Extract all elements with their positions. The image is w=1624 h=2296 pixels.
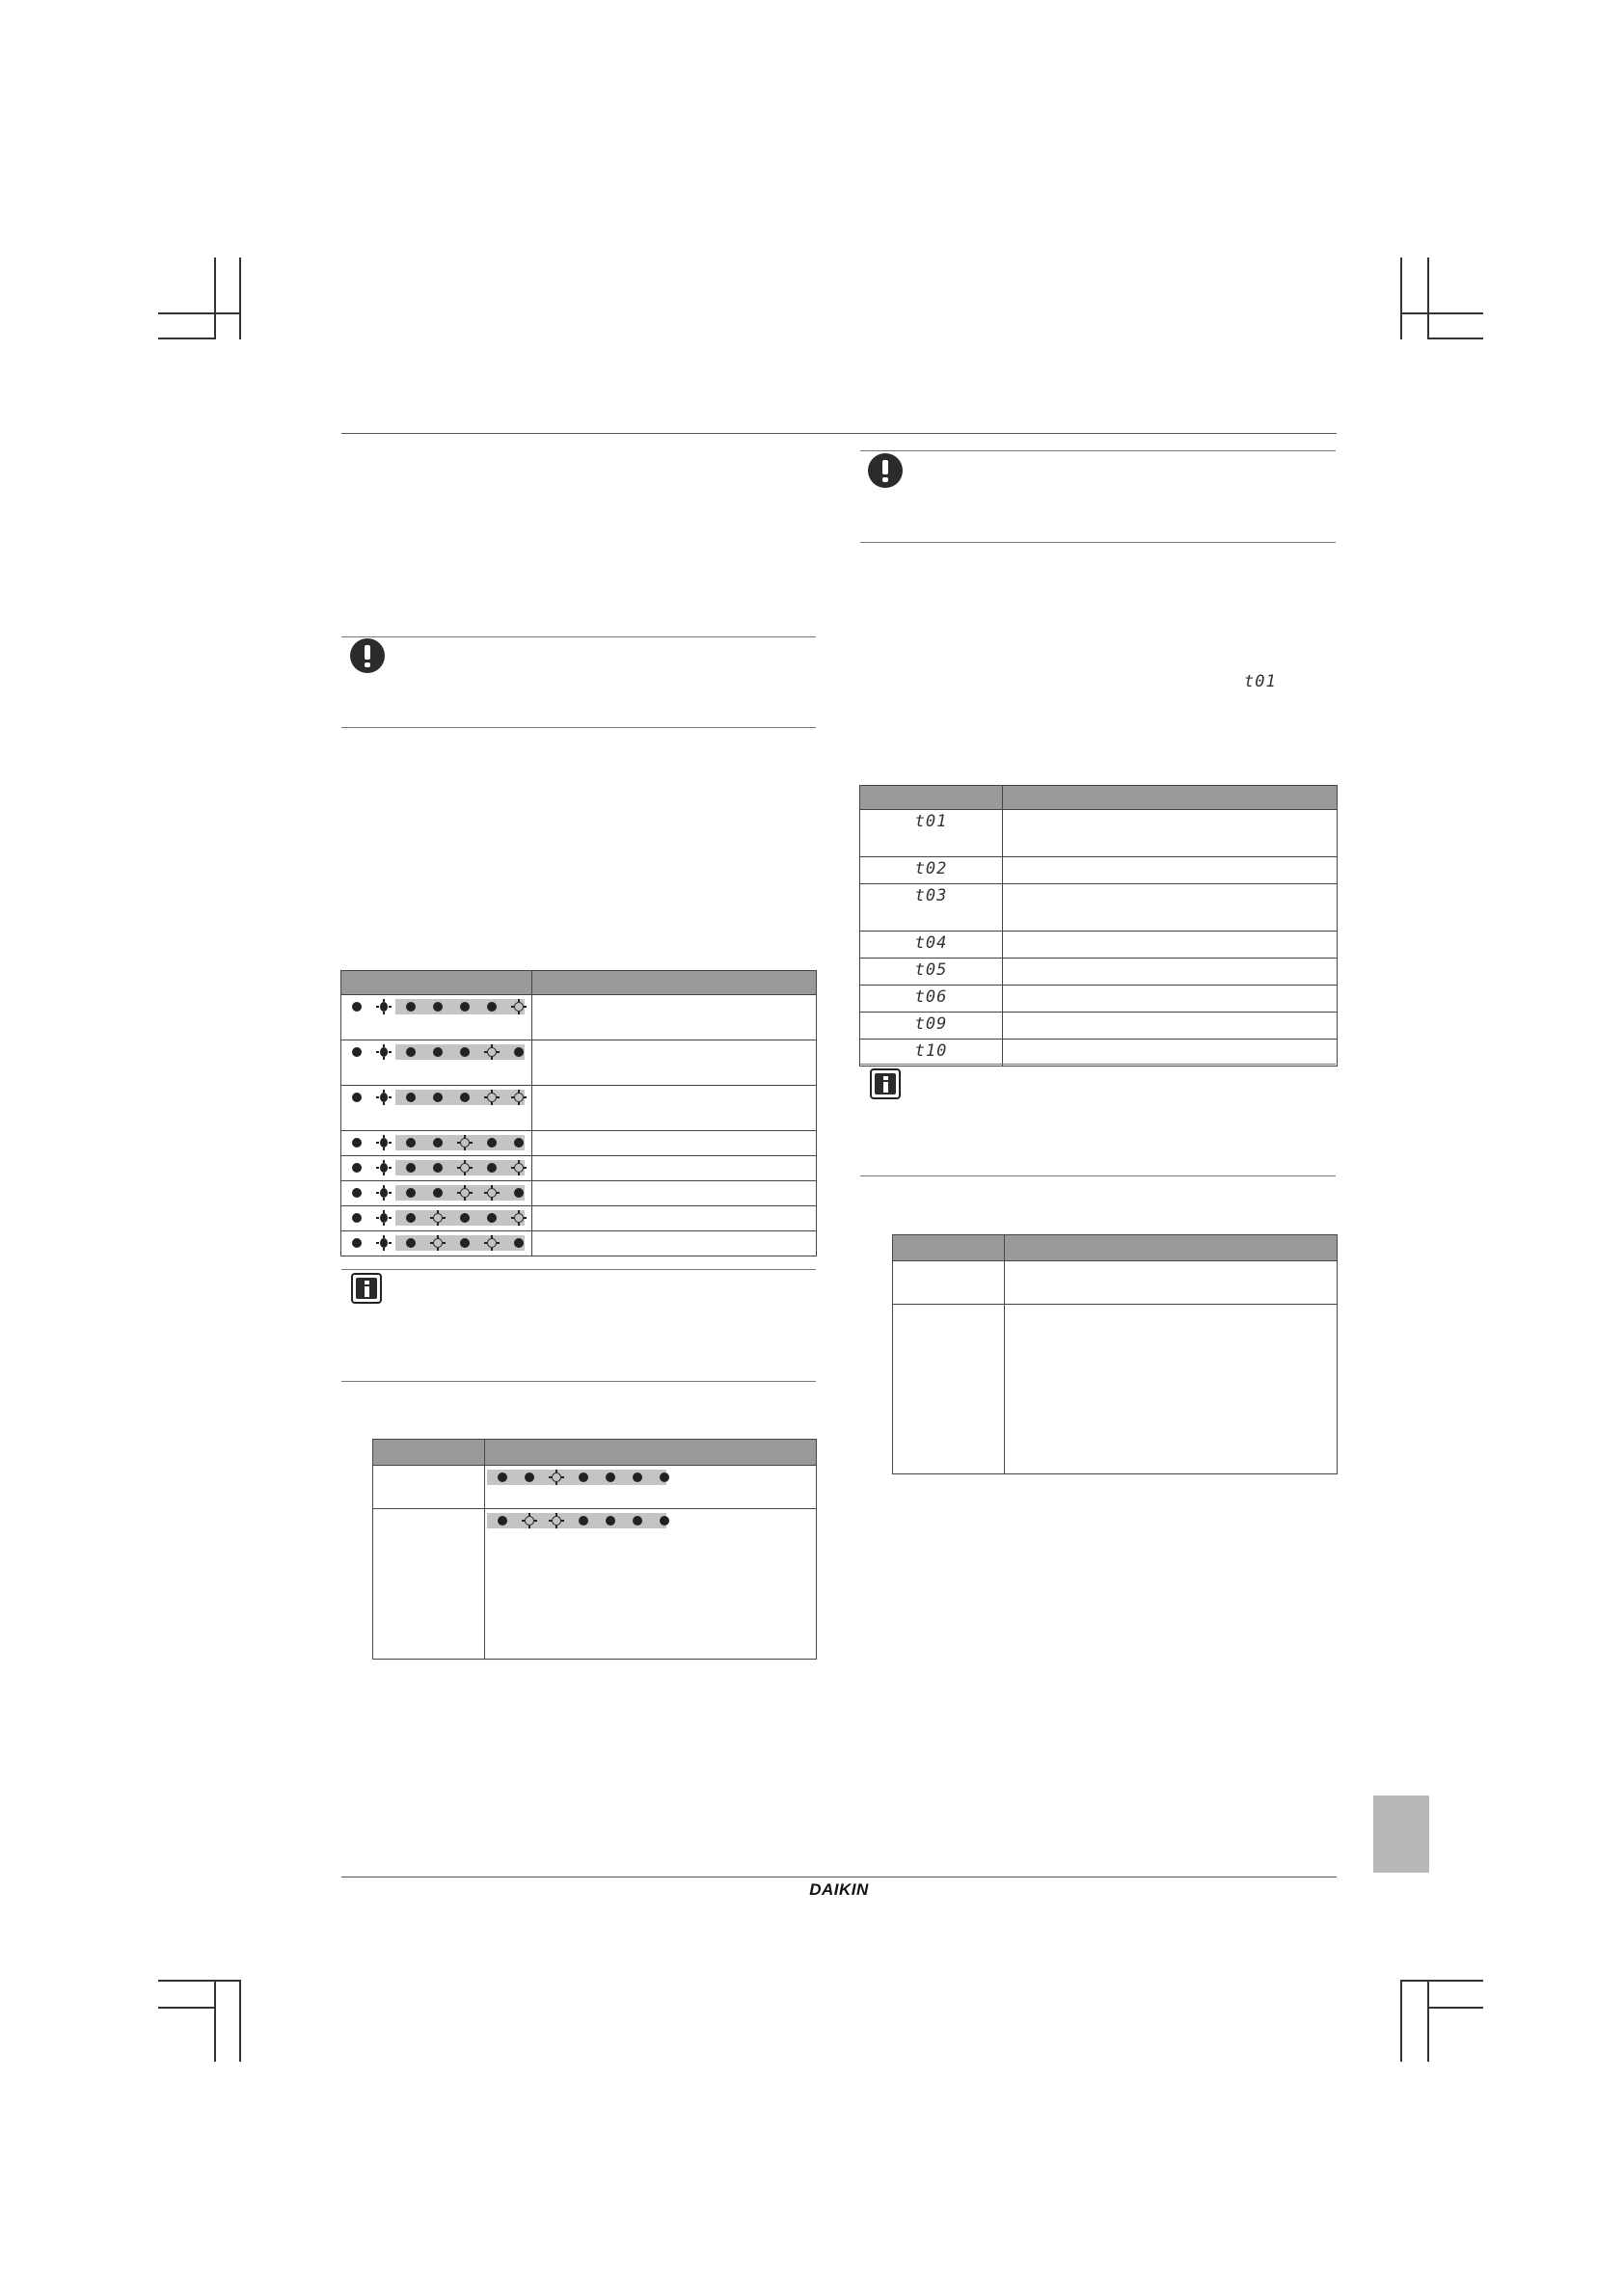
crop-mark bbox=[214, 257, 216, 339]
led-on-icon bbox=[403, 1235, 419, 1251]
table-header-row bbox=[893, 1235, 1338, 1261]
table-row bbox=[341, 1231, 817, 1256]
led-indicator-row bbox=[341, 1210, 531, 1229]
led-fast-blink-icon bbox=[376, 1210, 392, 1226]
crop-mark bbox=[1427, 257, 1429, 339]
code-table bbox=[859, 785, 1338, 1067]
led-on-icon bbox=[603, 1513, 618, 1528]
table-row bbox=[341, 995, 817, 1040]
led-status-table bbox=[340, 970, 817, 1256]
led-indicator-row bbox=[485, 1470, 816, 1489]
error-code: t10 bbox=[914, 1041, 948, 1061]
led-blink-icon bbox=[457, 1160, 473, 1175]
error-code: t02 bbox=[914, 859, 948, 878]
led-blink-icon bbox=[484, 1044, 500, 1060]
table-header-row bbox=[373, 1440, 817, 1466]
led-on-icon bbox=[457, 999, 473, 1014]
led-fast-blink-icon bbox=[376, 999, 392, 1014]
crop-mark bbox=[1400, 1980, 1402, 2062]
table-row bbox=[341, 1156, 817, 1181]
error-code: t01 bbox=[914, 812, 948, 831]
table-row bbox=[893, 1261, 1338, 1305]
led-fast-blink-icon bbox=[376, 1044, 392, 1060]
led-on-icon bbox=[349, 1185, 365, 1201]
info-rule-bottom bbox=[860, 1175, 1336, 1176]
table-row bbox=[860, 932, 1338, 959]
led-indicator-row bbox=[485, 1513, 816, 1532]
warning-rule-top bbox=[341, 636, 816, 637]
led-on-icon bbox=[349, 1160, 365, 1175]
led-fast-blink-icon bbox=[376, 1235, 392, 1251]
led-on-icon bbox=[349, 1210, 365, 1226]
crop-mark bbox=[158, 2007, 214, 2009]
info-rule-top bbox=[860, 1064, 1336, 1065]
led-on-icon bbox=[511, 1185, 527, 1201]
table-row bbox=[860, 810, 1338, 857]
led-on-icon bbox=[403, 1135, 419, 1150]
led-on-icon bbox=[495, 1513, 510, 1528]
crop-mark bbox=[239, 1980, 241, 2062]
led-indicator-row bbox=[341, 1044, 531, 1064]
warning-rule-bottom bbox=[341, 727, 816, 728]
table-row bbox=[341, 1206, 817, 1231]
crop-mark bbox=[239, 257, 241, 339]
error-code: t06 bbox=[914, 987, 948, 1007]
crop-mark bbox=[1400, 1980, 1483, 1982]
info-icon bbox=[870, 1068, 901, 1099]
led-on-icon bbox=[430, 1135, 446, 1150]
crop-mark bbox=[214, 1980, 216, 2062]
led-on-icon bbox=[349, 1044, 365, 1060]
led-blink-icon bbox=[430, 1235, 446, 1251]
led-on-icon bbox=[403, 1210, 419, 1226]
warning-icon bbox=[350, 638, 385, 673]
warning-icon bbox=[868, 453, 903, 488]
led-on-icon bbox=[511, 1135, 527, 1150]
led-on-icon bbox=[430, 1160, 446, 1175]
led-blink-icon bbox=[484, 1090, 500, 1105]
led-blink-icon bbox=[484, 1185, 500, 1201]
led-on-icon bbox=[511, 1235, 527, 1251]
led-on-icon bbox=[484, 1210, 500, 1226]
led-on-icon bbox=[630, 1513, 645, 1528]
led-on-icon bbox=[484, 1160, 500, 1175]
led-mode-table bbox=[372, 1439, 817, 1660]
led-on-icon bbox=[576, 1470, 591, 1485]
table-row bbox=[860, 857, 1338, 884]
crop-mark bbox=[158, 312, 240, 314]
led-blink-icon bbox=[484, 1235, 500, 1251]
led-on-icon bbox=[349, 1235, 365, 1251]
crop-mark bbox=[1400, 312, 1483, 314]
table-row bbox=[893, 1305, 1338, 1474]
led-on-icon bbox=[511, 1044, 527, 1060]
led-on-icon bbox=[457, 1044, 473, 1060]
led-on-icon bbox=[657, 1513, 672, 1528]
led-on-icon bbox=[430, 999, 446, 1014]
led-on-icon bbox=[403, 999, 419, 1014]
table-row bbox=[341, 1086, 817, 1131]
led-on-icon bbox=[457, 1210, 473, 1226]
info-rule-top bbox=[341, 1269, 816, 1270]
led-indicator-row bbox=[341, 1185, 531, 1204]
led-on-icon bbox=[603, 1470, 618, 1485]
led-on-icon bbox=[630, 1470, 645, 1485]
led-indicator-row bbox=[341, 1235, 531, 1255]
warning-rule-bottom bbox=[860, 542, 1336, 543]
led-on-icon bbox=[576, 1513, 591, 1528]
led-on-icon bbox=[403, 1160, 419, 1175]
error-code: t03 bbox=[914, 886, 948, 905]
table-row bbox=[860, 1013, 1338, 1040]
table-row bbox=[341, 1181, 817, 1206]
led-blink-icon bbox=[522, 1513, 537, 1528]
led-on-icon bbox=[657, 1470, 672, 1485]
error-code: t04 bbox=[914, 933, 948, 953]
chapter-tab bbox=[1373, 1796, 1429, 1873]
led-on-icon bbox=[403, 1185, 419, 1201]
led-blink-icon bbox=[511, 1210, 527, 1226]
led-on-icon bbox=[457, 1090, 473, 1105]
led-on-icon bbox=[430, 1185, 446, 1201]
table-header-row bbox=[860, 786, 1338, 810]
table-row bbox=[373, 1466, 817, 1509]
table-row bbox=[341, 1131, 817, 1156]
led-indicator-row bbox=[341, 1160, 531, 1179]
info-rule-bottom bbox=[341, 1381, 816, 1382]
table-row bbox=[860, 986, 1338, 1013]
led-blink-icon bbox=[457, 1185, 473, 1201]
led-on-icon bbox=[349, 1135, 365, 1150]
led-fast-blink-icon bbox=[376, 1160, 392, 1175]
error-code: t05 bbox=[914, 960, 948, 980]
led-on-icon bbox=[403, 1044, 419, 1060]
led-blink-icon bbox=[549, 1470, 564, 1485]
led-on-icon bbox=[349, 999, 365, 1014]
led-blink-icon bbox=[511, 999, 527, 1014]
led-on-icon bbox=[430, 1090, 446, 1105]
crop-mark bbox=[1427, 1980, 1429, 2062]
error-code: t09 bbox=[914, 1014, 948, 1034]
led-blink-icon bbox=[549, 1513, 564, 1528]
led-fast-blink-icon bbox=[376, 1090, 392, 1105]
crop-mark bbox=[158, 338, 214, 339]
display-code: t01 bbox=[1244, 672, 1277, 691]
led-on-icon bbox=[430, 1044, 446, 1060]
table-row bbox=[860, 959, 1338, 986]
led-on-icon bbox=[484, 999, 500, 1014]
crop-mark bbox=[1427, 2007, 1483, 2009]
blank-table bbox=[892, 1234, 1338, 1474]
crop-mark bbox=[1427, 338, 1483, 339]
led-indicator-row bbox=[341, 1135, 531, 1154]
table-row bbox=[341, 1040, 817, 1086]
led-on-icon bbox=[484, 1135, 500, 1150]
table-header-row bbox=[341, 971, 817, 995]
info-icon bbox=[351, 1273, 382, 1304]
led-indicator-row bbox=[341, 999, 531, 1018]
crop-mark bbox=[158, 1980, 240, 1982]
table-row bbox=[860, 1040, 1338, 1067]
led-blink-icon bbox=[511, 1090, 527, 1105]
led-on-icon bbox=[349, 1090, 365, 1105]
led-on-icon bbox=[457, 1235, 473, 1251]
table-row bbox=[373, 1509, 817, 1660]
led-on-icon bbox=[495, 1470, 510, 1485]
brand-logo: DAIKIN bbox=[809, 1880, 869, 1899]
led-on-icon bbox=[403, 1090, 419, 1105]
led-fast-blink-icon bbox=[376, 1185, 392, 1201]
led-blink-icon bbox=[511, 1160, 527, 1175]
warning-rule-top bbox=[860, 450, 1336, 451]
table-row bbox=[860, 884, 1338, 932]
led-indicator-row bbox=[341, 1090, 531, 1109]
header-rule bbox=[341, 433, 1337, 434]
crop-mark bbox=[1400, 257, 1402, 339]
led-blink-icon bbox=[430, 1210, 446, 1226]
led-fast-blink-icon bbox=[376, 1135, 392, 1150]
led-on-icon bbox=[522, 1470, 537, 1485]
led-blink-icon bbox=[457, 1135, 473, 1150]
